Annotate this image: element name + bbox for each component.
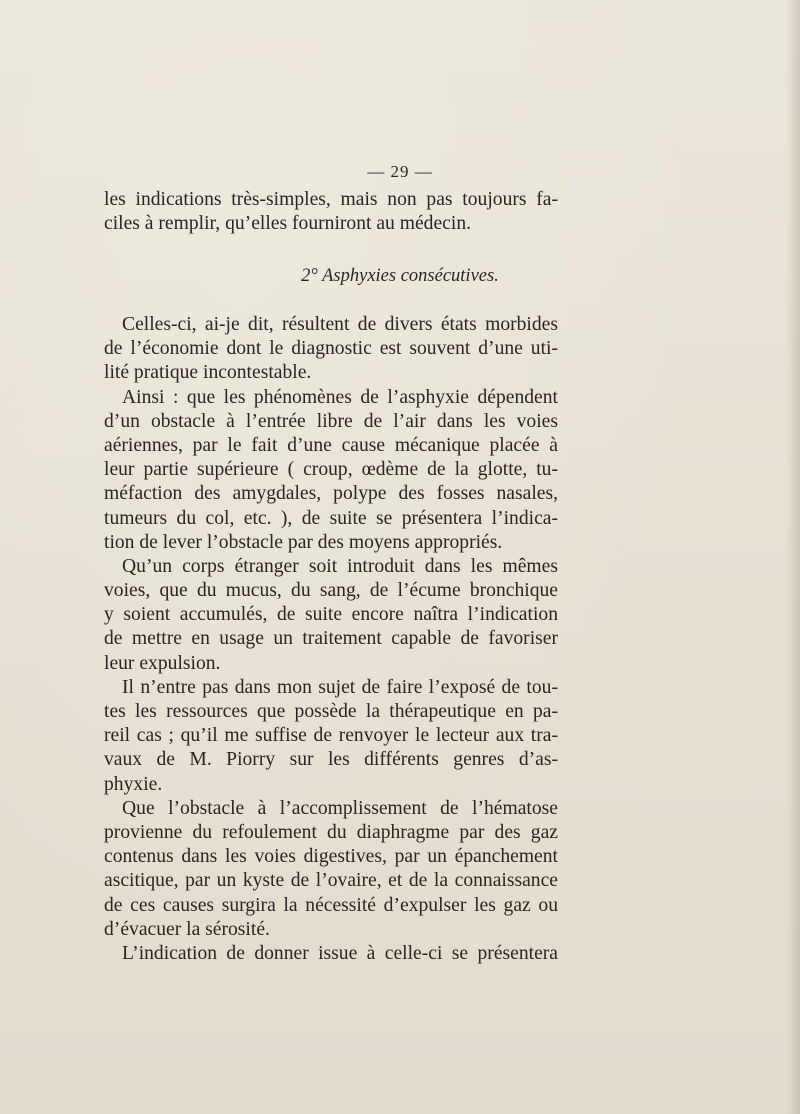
text-line: reil cas ; qu’il me suffise de renvoyer le lecteur aux tra-: [104, 725, 558, 747]
text-line: provienne du refoulement du diaphragme par des gaz: [104, 821, 558, 843]
text-line: tion de lever l’obstacle par des moyens appropriés.: [104, 531, 503, 553]
intro-paragraph: [104, 188, 558, 236]
section-heading: 2° Asphyxies consécutives.: [301, 266, 499, 286]
text-line: ciles à remplir, qu’elles fourniront au médecin.: [104, 213, 472, 235]
text-line: les indications très-simples, mais non pas toujours fa-: [104, 189, 558, 210]
text-line: L’indication de donner issue à celle-ci se présentera: [122, 942, 558, 964]
text-line: tumeurs du col, etc. ), de suite se présentera l’indica-: [104, 507, 558, 529]
text-line: Qu’un corps étranger soit introduit dans les mêmes: [122, 555, 558, 577]
text-line: de mettre en usage un traitement capable de favoriser: [104, 628, 558, 650]
text-line: contenus dans les voies digestives, par un épanchement: [104, 846, 558, 868]
text-line: leur expulsion.: [104, 652, 221, 674]
text-line: phyxie.: [104, 773, 163, 795]
text-line: aériennes, par le fait d’une cause mécanique placée à: [104, 434, 558, 456]
text-line: d’un obstacle à l’entrée libre de l’air dans les voies: [104, 410, 558, 432]
text-line: de l’économie dont le diagnostic est souvent d’une uti-: [104, 338, 558, 360]
text-line: Il n’entre pas dans mon sujet de faire l’exposé de tou-: [122, 676, 558, 698]
text-line: leur partie supérieure ( croup, œdème de la glotte, tu-: [104, 459, 558, 481]
text-line: Que l’obstacle à l’accomplissement de l’hématose: [122, 797, 558, 819]
text-line: tes les ressources que possède la thérapeutique en pa-: [104, 701, 558, 722]
text-line: vaux de M. Piorry sur les différents genres d’as-: [104, 749, 558, 771]
text-line: ascitique, par un kyste de l’ovaire, et de la connaissance: [104, 870, 558, 892]
text-line: lité pratique incontestable.: [104, 362, 312, 384]
text-line: méfaction des amygdales, polype des fosses nasales,: [104, 483, 558, 505]
text-line: voies, que du mucus, du sang, de l’écume bronchique: [104, 580, 558, 602]
text-line: Ainsi : que les phénomènes de l’asphyxie dépendent: [122, 386, 558, 408]
text-line: Celles-ci, ai-je dit, résultent de divers états morbides: [122, 314, 558, 335]
text-line: d’évacuer la sérosité.: [104, 918, 270, 940]
body-text: [104, 313, 558, 966]
text-line: y soient accumulés, de suite encore naîtra l’indication: [104, 604, 558, 626]
page-number: — 29 —: [367, 162, 433, 181]
text-line: de ces causes surgira la nécessité d’expulser les gaz ou: [104, 894, 558, 916]
